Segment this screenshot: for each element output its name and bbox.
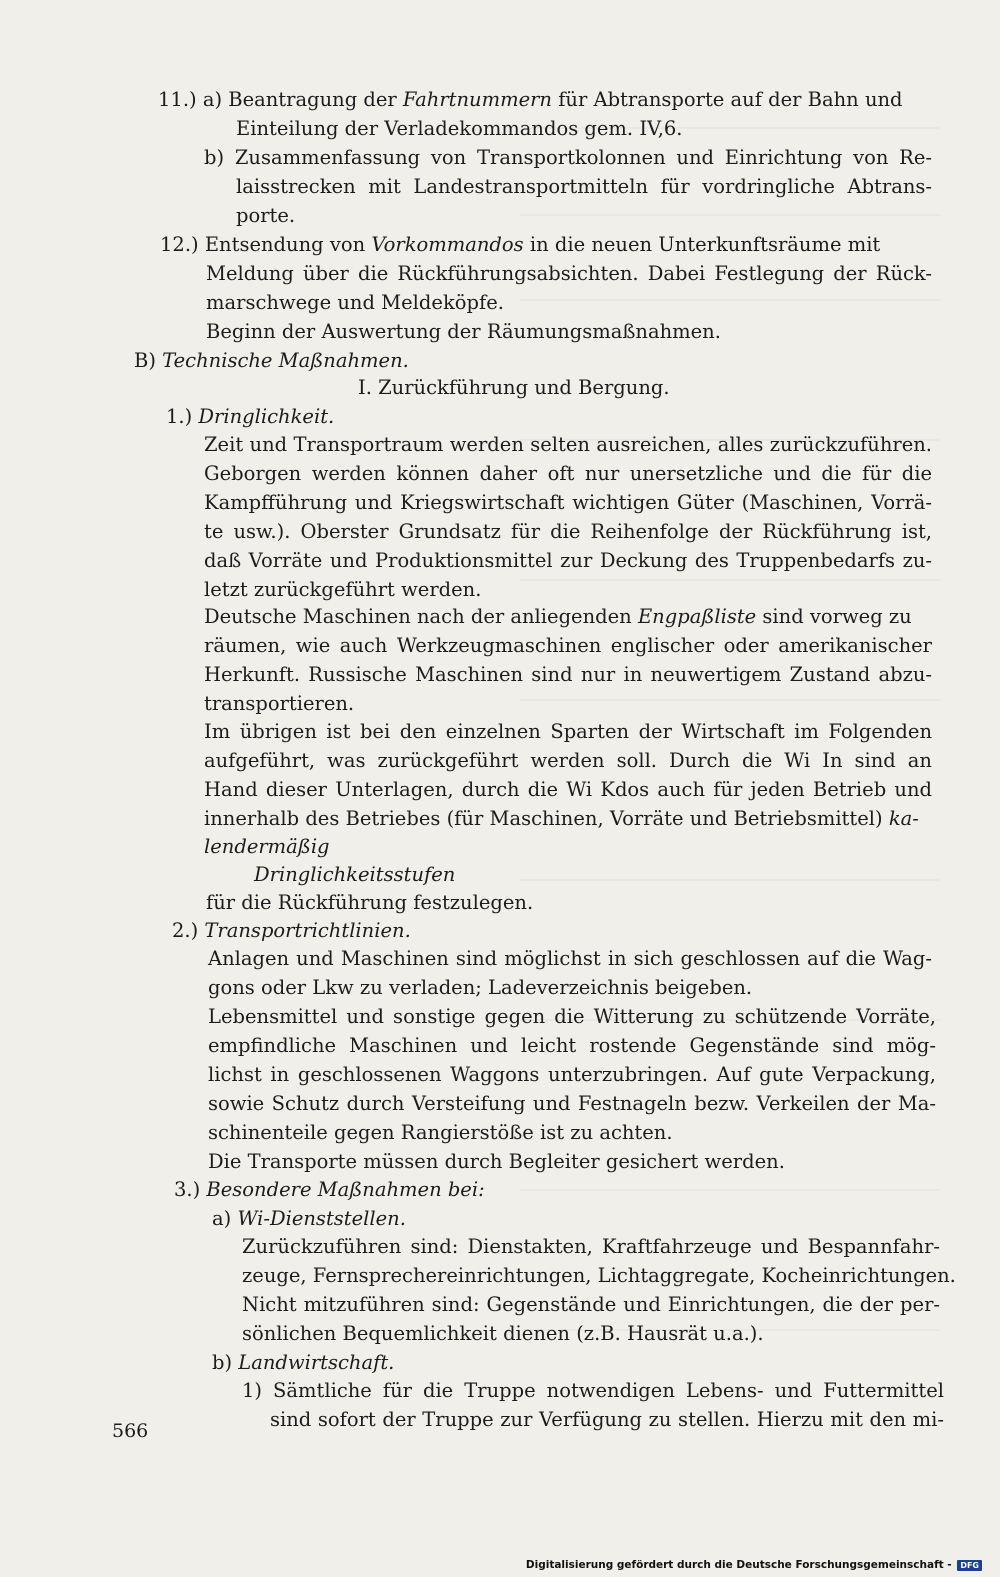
text-line: daß Vorräte und Produktionsmittel zur Deckung des Truppenbedarfs zu- (204, 549, 932, 572)
text-line: lichst in geschlossenen Waggons unterzubringen. Auf gute Verpackung, (208, 1063, 936, 1086)
section-heading: B) Technische Maßnahmen. (134, 349, 409, 372)
text-line: 1) Sämtliche für die Truppe notwendigen Lebens- und Futtermittel (242, 1379, 944, 1402)
sub-item-heading: a) Wi-Dienststellen. (212, 1207, 406, 1230)
text-line: Beginn der Auswertung der Räumungsmaßnahmen. (206, 320, 721, 343)
dfg-logo: DFG (957, 1560, 982, 1571)
text-line: Herkunft. Russische Maschinen sind nur in neuwertigem Zustand abzu- (204, 663, 932, 686)
text-line: Geborgen werden können daher oft nur unersetzliche und die für die (204, 462, 932, 485)
digitization-footer (526, 1559, 982, 1571)
text-line: sind sofort der Truppe zur Verfügung zu stellen. Hierzu mit den mi- (270, 1408, 944, 1431)
text-line: lendermäßig (204, 835, 330, 858)
text-line: zeuge, Fernsprechereinrichtungen, Lichtaggregate, Kocheinrichtungen. (242, 1264, 956, 1287)
text-line: Die Transporte müssen durch Begleiter gesichert werden. (208, 1150, 785, 1173)
text-line: gons oder Lkw zu verladen; Ladeverzeichnis beigeben. (208, 976, 753, 999)
text-line: Lebensmittel und sonstige gegen die Witterung zu schützende Vorräte, (208, 1005, 936, 1028)
text-line: sowie Schutz durch Versteifung und Festnageln bezw. Verkeilen der Ma- (208, 1092, 936, 1115)
text-line: Dringlichkeitsstufen (254, 863, 456, 886)
text-line: Einteilung der Verladekommandos gem. IV,6. (236, 117, 683, 140)
text-line: b) Zusammenfassung von Transportkolonnen und Einrichtung von Re- (204, 146, 932, 169)
item-heading: 2.) Transportrichtlinien. (172, 919, 411, 942)
text-line: 12.) Entsendung von Vorkommandos in die neuen Unterkunftsräume mit (160, 233, 881, 256)
sub-item-heading: b) Landwirtschaft. (212, 1351, 395, 1374)
text-line: räumen, wie auch Werkzeugmaschinen englischer oder amerikanischer (204, 634, 932, 657)
text-line: empfindliche Maschinen und leicht rostende Gegenstände sind mög- (208, 1034, 936, 1057)
text-line: innerhalb des Betriebes (für Maschinen, Vorräte und Betriebsmittel) ka- (204, 807, 919, 830)
text-line: te usw.). Oberster Grundsatz für die Reihenfolge der Rückführung ist, (204, 520, 932, 543)
text-line: Kampfführung und Kriegswirtschaft wichtigen Güter (Maschinen, Vorrä- (204, 491, 932, 514)
text-line: Anlagen und Maschinen sind möglichst in sich geschlossen auf die Wag- (208, 947, 932, 970)
text-line: marschwege und Meldeköpfe. (206, 291, 504, 314)
text-line: Im übrigen ist bei den einzelnen Sparten der Wirtschaft im Folgenden (204, 720, 932, 743)
text-line: Meldung über die Rückführungsabsichten. Dabei Festlegung der Rück- (206, 262, 932, 285)
subsection-heading: I. Zurückführung und Bergung. (358, 376, 670, 399)
text-line: aufgeführt, was zurückgeführt werden soll. Durch die Wi In sind an (204, 749, 932, 772)
footer-text: Digitalisierung gefördert durch die Deutsche Forschungsgemeinschaft - (525, 1559, 952, 1571)
text-line: Hand dieser Unterlagen, durch die Wi Kdos auch für jeden Betrieb und (204, 778, 932, 801)
text-line: letzt zurückgeführt werden. (204, 578, 482, 601)
text-line: Zurückzuführen sind: Dienstakten, Kraftfahrzeuge und Bespannfahr- (242, 1235, 940, 1258)
text-line: sönlichen Bequemlichkeit dienen (z.B. Hausrät u.a.). (242, 1322, 764, 1345)
item-heading: 3.) Besondere Maßnahmen bei: (174, 1178, 485, 1201)
text-line: Nicht mitzuführen sind: Gegenstände und Einrichtungen, die der per- (242, 1293, 940, 1316)
text-line: Deutsche Maschinen nach der anliegenden Engpaßliste sind vorweg zu (204, 605, 912, 628)
page-number: 566 (112, 1420, 149, 1442)
text-line: 11.) a) Beantragung der Fahrtnummern für Abtransporte auf der Bahn und (158, 88, 903, 111)
text-line: für die Rückführung festzulegen. (206, 891, 534, 914)
text-line: laisstrecken mit Landestransportmitteln für vordringliche Abtrans- (236, 175, 932, 198)
text-line: schinenteile gegen Rangierstöße ist zu achten. (208, 1121, 673, 1144)
text-line: porte. (236, 204, 296, 227)
text-line: transportieren. (204, 692, 355, 715)
item-heading: 1.) Dringlichkeit. (166, 405, 335, 428)
text-line: Zeit und Transportraum werden selten ausreichen, alles zurückzuführen. (204, 433, 932, 456)
